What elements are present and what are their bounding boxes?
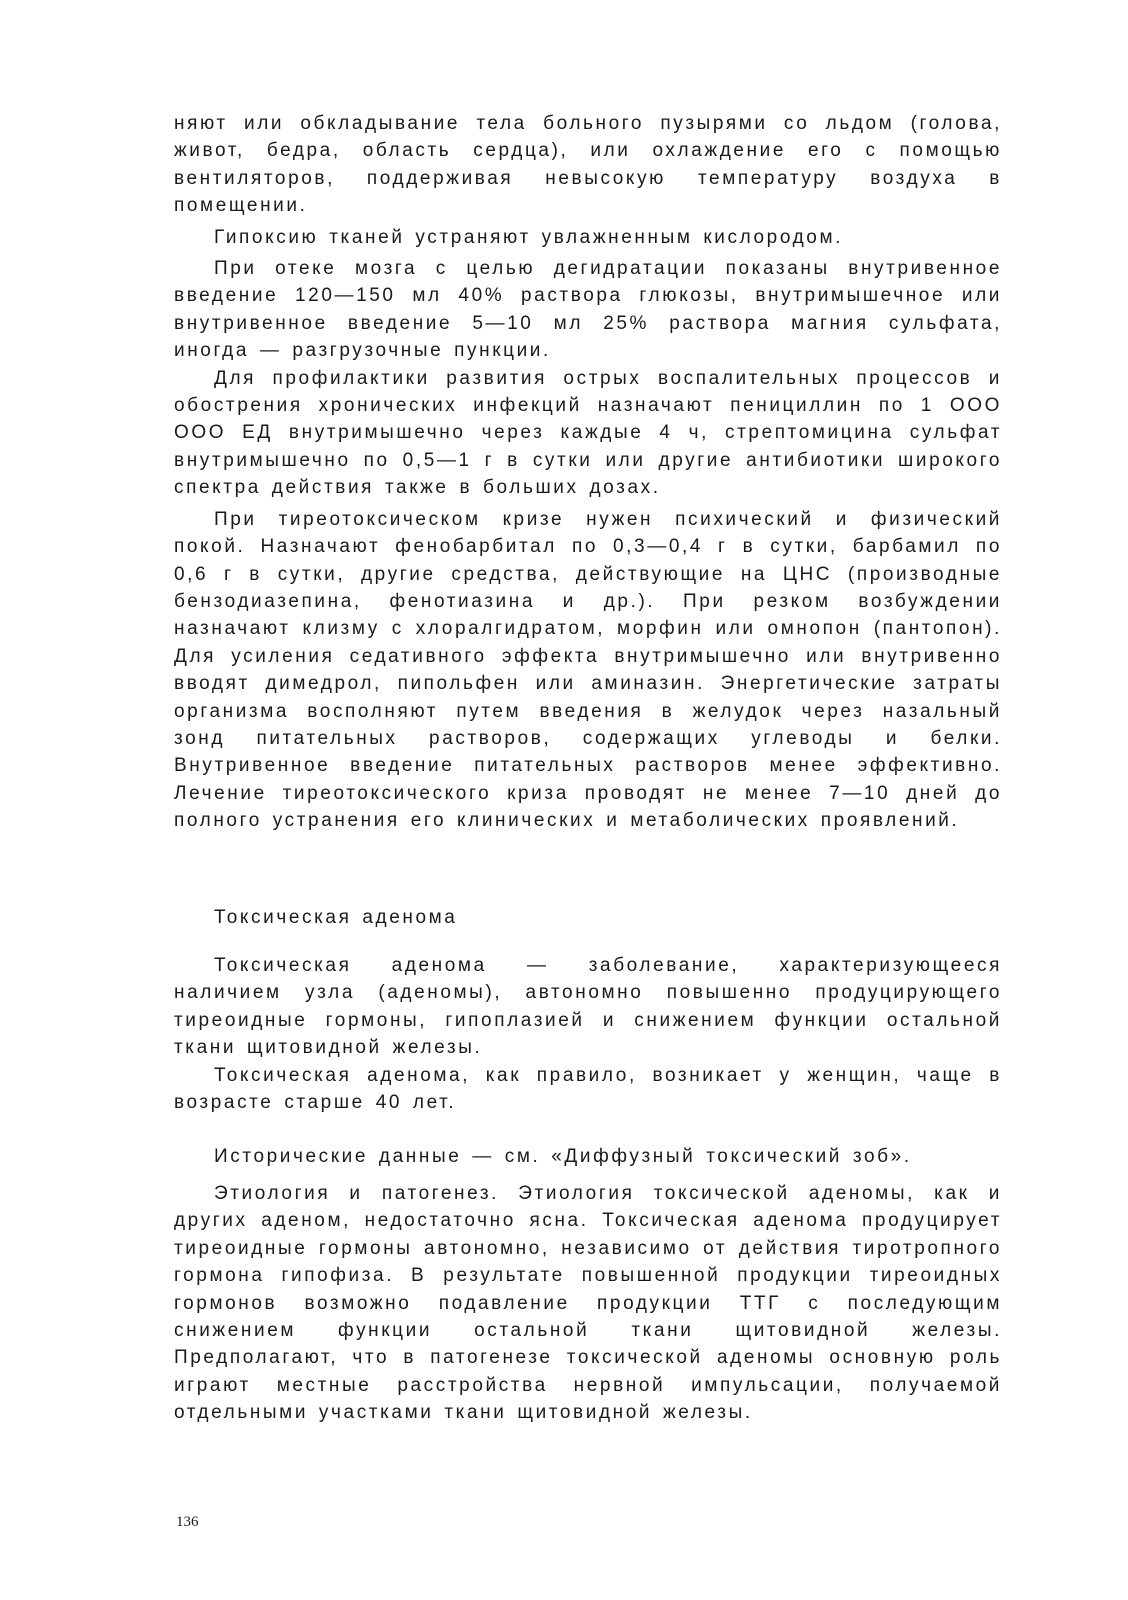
paragraph-thyrotoxic-crisis: При тиреотоксическом кризе нужен психический и физический покой. Назначают фенобарбитал по 0,3—0,4 г в сутки, барбамил по 0,6 г в сутки, другие средства, действующие на ЦНС (производные бензодиазепина, фенотиазина и др.). При резком возбуждении назначают клизму с хлоралгидратом, морфин или омнопон (пантопон). Для усиления седативного эффекта внутримышечно или внутривенно вводят димедрол, пипольфен или аминазин. Энергетические затраты организма восполняют путем введения в желудок через назальный зонд питательных растворов, содержащих углеводы и белки. Внутривенное введение питательных растворов менее эффективно. Лечение тиреотоксического криза проводят не менее 7—10 дней до полного устранения его клинических и метаболических проявлений. [174, 508, 1002, 832]
section-text-block [174, 952, 1002, 1116]
paragraph-history: Исторические данные — см. «Диффузный токсический зоб». [214, 1146, 912, 1167]
history-block [174, 1143, 1002, 1170]
section-heading: Токсическая аденома [214, 907, 458, 928]
paragraph-epidemiology: Токсическая аденома, как правило, возникает у женщин, чаще в возрасте старше 40 лет. [174, 1064, 1002, 1114]
page-number: 136 [176, 1514, 199, 1530]
paragraph-brain-edema: При отеке мозга с целью дегидратации показаны внутривенное введение 120—150 мл 40% раствора глюкозы, внутримышечное или внутривенное введение 5—10 мл 25% раствора магния сульфата, иногда — разгрузочные пункции. [174, 258, 1002, 362]
section-heading-block [174, 904, 1002, 931]
paragraph-hypoxia: Гипоксию тканей устраняют увлажненным кислородом. [214, 226, 843, 248]
upper-text-block [174, 110, 1002, 835]
etiology-block [174, 1180, 1002, 1427]
paragraph-etiology: Этиология и патогенез. Этиология токсической аденомы, как и других аденом, недостаточно ясна. Токсическая аденома продуцирует тиреоидные гормоны автономно, независимо от действия тиротропного гормона гипофиза. В результате повышенной продукции тиреоидных гормонов возможно подавление продукции ТТГ с последующим снижением функции остальной ткани щитовидной железы. Предполагают, что в патогенезе токсической аденомы основную роль играют местные расстройства нервной импульсации, получаемой отдельными участками ткани щитовидной железы. [174, 1183, 1002, 1424]
paragraph-cooling: няют или обкладывание тела больного пузырями со льдом (голова, живот, бедра, область сердца), или охлаждение его с помощью вентиляторов, поддерживая невысокую температуру воздуха в помещении. [174, 113, 1002, 217]
paragraph-prophylaxis: Для профилактики развития острых воспалительных процессов и обострения хронических инфекций назначают пенициллин по 1 ООО ООО ЕД внутримышечно через каждые 4 ч, стрептомицина сульфат внутримышечно по 0,5—1 г в сутки или другие антибиотики широкого спектра действия также в больших дозах. [174, 367, 1002, 499]
paragraph-definition: Токсическая аденома — заболевание, характеризующееся наличием узла (аденомы), автономно повышенно продуцирующего тиреоидные гормоны, гипоплазией и снижением функции остальной ткани щитовидной железы. [174, 955, 1002, 1059]
